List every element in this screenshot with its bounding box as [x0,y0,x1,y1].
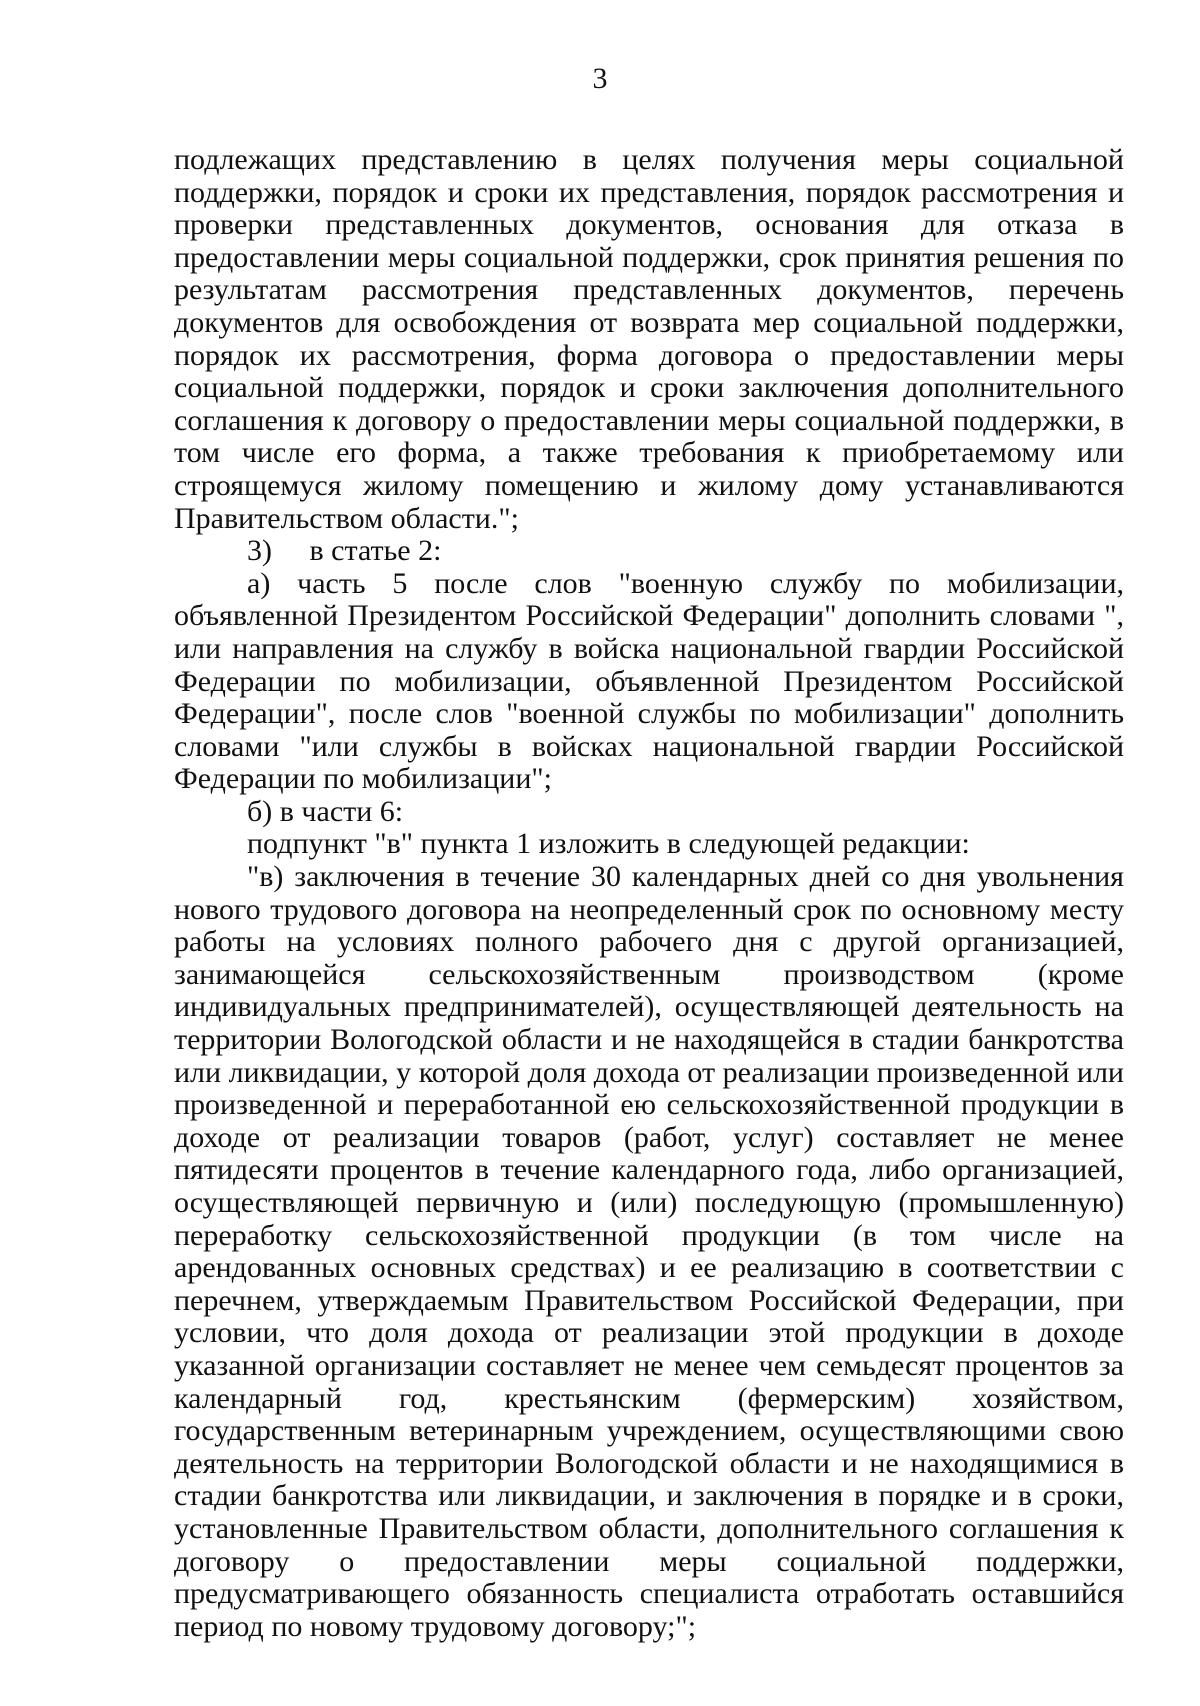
paragraph-subpoint-intro: подпункт "в" пункта 1 изложить в следующей редакции: [247,827,970,861]
paragraph-subitem-a: а) часть 5 после слов "военную службу по мобилизации, объявленной Президентом Российской Федерации" дополнить словами ", или направления на службу в войска национальной гвардии Российской Федерации по мобилизации, объявленной Президентом Российской Федерации", после слов "военной службы по мобилизации" дополнить словами "или службы в войсках национальной гвардии Российской Федерации по мобилизации"; [174,566,1124,796]
paragraph-new-wording: "в) заключения в течение 30 календарных дней со дня увольнения нового трудового договора на неопределенный срок по основному месту работы на условиях полного рабочего дня с другой организацией, занимающейся сельскохозяйственным производством (кроме индивидуальных предпринимателей), осуществляющей деятельность на территории Вологодской области и не находящейся в стадии банкротства или ликвидации, у которой доля дохода от реализации произведенной или произведенной и переработанной ею сельскохозяйственной продукции в доходе от реализации товаров (работ, услуг) составляет не менее пятидесяти процентов в течение календарного года, либо организацией, осуществляющей первичную и (или) последующую (промышленную) переработку сельскохозяйственной продукции (в том числе на арендованных основных средствах) и ее реализацию в соответствии с перечнем, утверждаемым Правительством Российской Федерации, при условии, что доля дохода от реализации этой продукции в доходе указанной организации составляет не менее чем семьдесят процентов за календарный год, крестьянским (фермерским) хозяйством, государственным ветеринарным учреждением, осуществляющими свою деятельность на территории Вологодской области и не находящимися в стадии банкротства или ликвидации, и заключения в порядке и в сроки, установленные Правительством области, дополнительного соглашения к договору о предоставлении меры социальной поддержки, предусматривающего обязанность специалиста отработать оставшийся период по новому трудовому договору;"; [174,860,1124,1643]
page-number: 3 [592,62,608,95]
paragraph-item-3: 3) в статье 2: [247,534,442,568]
paragraph-subitem-b: б) в части 6: [247,794,404,828]
document-body [174,144,1124,1643]
paragraph-continuation: подлежащих представлению в целях получения меры социальной поддержки, порядок и сроки их представления, порядок рассмотрения и проверки представленных документов, основания для отказа в предоставлении меры социальной поддержки, срок принятия решения по результатам рассмотрения представленных документов, перечень документов для освобождения от возврата мер социальной поддержки, порядок их рассмотрения, форма договора о предоставлении меры социальной поддержки, порядок и сроки заключения дополнительного соглашения к договору о предоставлении меры социальной поддержки, в том числе его форма, а также требования к приобретаемому или строящемуся жилому помещению и жилому дому устанавливаются Правительством области."; [174,143,1124,535]
